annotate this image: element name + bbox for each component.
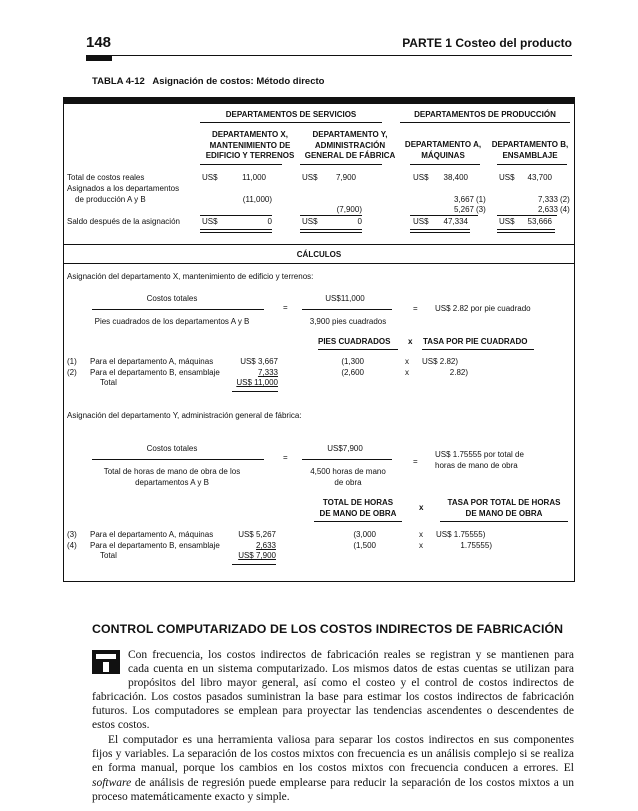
calc-y-num-value: US$7,900 <box>327 444 363 453</box>
calc-x-eq-2: = <box>413 304 418 313</box>
calc-y-item1-amount: US$ 5,267 <box>238 530 276 539</box>
calc-y-item1-no: (3) <box>67 530 77 539</box>
table-caption-label: TABLA 4-12 <box>92 76 145 87</box>
calc-x-item1-units: (1,300 <box>341 357 364 366</box>
computer-icon <box>92 650 120 674</box>
calc-x-frac-rule-right <box>302 309 392 310</box>
calc-x-item2-rate: 2.82) <box>449 368 468 377</box>
calc-x-item2-units: (2,600 <box>341 368 364 377</box>
total-b: 43,700 <box>527 173 552 182</box>
dbl-b-1 <box>497 229 555 230</box>
part-label: PARTE 1 <box>402 36 452 50</box>
dbl-x-1 <box>200 229 272 230</box>
currency-b: US$ <box>499 173 515 182</box>
calc-y-head-x: x <box>419 503 424 512</box>
paragraph-2: El computador es una herramienta valiosa para separar los costos indirectos en sus componentes fijos y variables. La separación de los costos mixtos con frecuencia es un análisis complejo si se realiza en forma manual, porque los cambios en los costos mixtos con frecuencia conducen a errores. El software de análisis de regresión puede emplearse para reducir la separación de los costos mixtos a un proceso matemáticamente exacto y simple. <box>92 734 574 803</box>
column-header-y: DEPARTAMENTO Y, ADMINISTRACIÓN GENERAL DE FÁBRICA <box>304 130 396 160</box>
calc-y-eq-1: = <box>283 453 288 462</box>
assign-a1: 3,667 <box>453 195 474 204</box>
calc-x-num-label: Costos totales <box>146 294 198 303</box>
table-right-border <box>574 97 575 581</box>
calc-top-rule <box>63 244 575 245</box>
calc-y-eq-2: = <box>413 457 418 466</box>
total-y: 7,900 <box>335 173 356 182</box>
calc-y-item2-x: x <box>419 541 423 550</box>
balance-b: 53,666 <box>527 217 552 226</box>
dbl-y-1 <box>300 229 362 230</box>
column-header-b: DEPARTAMENTO B, ENSAMBLAJE <box>491 140 569 160</box>
calc-y-item1-label: Para el departamento A, máquinas <box>90 530 214 539</box>
header-rule <box>86 55 572 56</box>
table-caption-title: Asignación de costos: Método directo <box>152 76 325 87</box>
calc-y-item1-rate: US$ 1.75555) <box>436 530 486 539</box>
calc-y-item2-label: Para el departamento B, ensamblaje <box>90 541 220 550</box>
calc-y-total-label: Total <box>100 551 117 560</box>
calc-x-num-value: US$11,000 <box>325 294 365 303</box>
table-top-bar <box>63 97 575 104</box>
assign-b2: 2,633 <box>537 205 558 214</box>
calc-y-head-rule-2 <box>440 521 568 522</box>
calc-x-item1-rate: US$ 2.82) <box>422 357 459 366</box>
group-production: DEPARTAMENTOS DE PRODUCCIÓN <box>414 110 556 119</box>
software-term: software <box>92 776 132 789</box>
calc-y-intro: Asignación del departamento Y, administración general de fábrica: <box>67 411 302 420</box>
calc-y-head-rule-1 <box>314 521 402 522</box>
dbl-a-1 <box>410 229 470 230</box>
calc-y-frac-rule-left <box>92 459 264 460</box>
running-head <box>402 36 572 50</box>
calc-x-head-x: x <box>408 337 413 346</box>
assign-b1-ref: (2) <box>560 195 570 204</box>
calc-x-item1-label: Para el departamento A, máquinas <box>90 357 214 366</box>
header-marker <box>86 56 112 61</box>
calc-y-item1-units: (3,000 <box>353 530 376 539</box>
row-label-assigned-2: de producción A y B <box>75 195 146 204</box>
total-a: 38,400 <box>443 173 468 182</box>
column-header-x: DEPARTAMENTO X, MANTENIMIENTO DE EDIFICIO Y TERRENOS <box>205 130 295 160</box>
balance-currency-a: US$ <box>413 217 429 226</box>
calc-y-total-dbl <box>232 564 276 565</box>
section-title: CONTROL COMPUTARIZADO DE LOS COSTOS INDIRECTOS DE FABRICACIÓN <box>92 622 564 636</box>
calc-x-item1-amount: US$ 3,667 <box>240 357 278 366</box>
dbl-a-2 <box>410 232 470 233</box>
col-rule-y <box>300 164 382 165</box>
row-label-assigned-1: Asignados a los departamentos <box>67 184 180 193</box>
calc-y-total-amount: US$ 7,900 <box>238 551 276 560</box>
calc-y-item1-x: x <box>419 530 423 539</box>
balance-a: 47,334 <box>443 217 468 226</box>
row-label-total: Total de costos reales <box>67 173 145 182</box>
column-header-a: DEPARTAMENTO A, MÁQUINAS <box>404 140 482 160</box>
row-label-balance: Saldo después de la asignación <box>67 217 180 226</box>
calc-x-item2-label: Para el departamento B, ensamblaje <box>90 368 220 377</box>
paragraph-1-indented: Con frecuencia, los costos indirectos de fabricación reales se registran y se mantienen para cada cuenta en un sistema computarizado. Los mismos datos de estas cuentas se utilizan para propósitos del libro mayor general, así como el costeo y el control de costos indirectos de <box>128 649 574 690</box>
calc-x-total-dbl <box>232 391 278 392</box>
calc-y-num-label: Costos totales <box>146 444 198 453</box>
calc-y-den-value: 4,500 horas de mano de obra <box>310 467 386 487</box>
calc-x-head-rule-2 <box>422 349 534 350</box>
currency-y: US$ <box>302 173 318 182</box>
calc-y-item2-amount: 2,633 <box>255 541 276 550</box>
group-rule-services <box>200 122 382 123</box>
balance-x: 0 <box>267 217 272 226</box>
calc-y-head-rate: TASA POR TOTAL DE HORAS DE MANO DE OBRA <box>447 498 561 518</box>
assign-y: (7,900) <box>336 205 362 214</box>
balance-currency-y: US$ <box>302 217 318 226</box>
calc-y-item2-rate: 1.75555) <box>460 541 492 550</box>
col-rule-x <box>200 164 282 165</box>
sum-rule-y <box>300 215 362 216</box>
calc-x-frac-rule-left <box>92 309 264 310</box>
calc-x-item2-x: x <box>405 368 409 377</box>
page-number: 148 <box>86 34 112 51</box>
paragraph-1-rest: fabricación. Los costos pasados suministran la base para estimar los costos indirectos de fabricación futuros. Los computadores se emplean para proyectar las tendencias ascendentes o descendentes de estos costos. <box>92 691 574 732</box>
calc-x-item2-no: (2) <box>67 368 77 377</box>
col-rule-a <box>410 164 480 165</box>
calc-y-head-units: TOTAL DE HORAS DE MANO DE OBRA <box>319 498 397 518</box>
calc-x-eq-1: = <box>283 303 288 312</box>
calc-y-den-label: Total de horas de mano de obra de los departamentos A y B <box>103 467 241 487</box>
calc-y-result: US$ 1.75555 por total de horas de mano de obra <box>435 450 524 470</box>
calc-x-item1-no: (1) <box>67 357 77 366</box>
dbl-b-2 <box>497 232 555 233</box>
calc-x-head-units: PIES CUADRADOS <box>318 337 391 346</box>
group-rule-production <box>400 122 570 123</box>
balance-currency-b: US$ <box>499 217 515 226</box>
table-left-border <box>63 97 64 581</box>
assign-x: (11,000) <box>242 195 272 204</box>
sum-rule-b <box>497 215 557 216</box>
part-title: Costeo del producto <box>455 36 572 50</box>
table-bottom-border <box>63 581 575 582</box>
assign-b1: 7,333 <box>537 195 558 204</box>
table-caption <box>92 76 324 87</box>
dbl-y-2 <box>300 232 362 233</box>
group-services: DEPARTAMENTOS DE SERVICIOS <box>225 110 357 119</box>
sum-rule-x <box>200 215 272 216</box>
calc-x-item2-amount: 7,333 <box>257 368 278 377</box>
currency-x: US$ <box>202 173 218 182</box>
calc-y-frac-rule-right <box>302 459 392 460</box>
calc-title-rule <box>63 263 575 264</box>
assign-a2: 5,267 <box>453 205 474 214</box>
calc-x-total-label: Total <box>100 378 117 387</box>
dbl-x-2 <box>200 232 272 233</box>
balance-currency-x: US$ <box>202 217 218 226</box>
assign-a2-ref: (3) <box>476 205 486 214</box>
balance-y: 0 <box>357 217 362 226</box>
calc-x-head-rule-1 <box>318 349 398 350</box>
col-rule-b <box>497 164 567 165</box>
currency-a: US$ <box>413 173 429 182</box>
calc-x-total-amount: US$ 11,000 <box>236 378 278 387</box>
calc-x-result: US$ 2.82 por pie cuadrado <box>435 304 531 313</box>
calc-x-intro: Asignación del departamento X, mantenimiento de edificio y terrenos: <box>67 272 314 281</box>
calc-x-den-label: Pies cuadrados de los departamentos A y B <box>94 317 250 326</box>
assign-b2-ref: (4) <box>560 205 570 214</box>
calc-x-head-rate: TASA POR PIE CUADRADO <box>423 337 528 346</box>
calc-y-item2-units: (1,500 <box>353 541 376 550</box>
calc-x-den-value: 3,900 pies cuadrados <box>309 317 387 326</box>
sum-rule-a <box>410 215 478 216</box>
calc-title: CÁLCULOS <box>296 250 342 259</box>
assign-a1-ref: (1) <box>476 195 486 204</box>
calc-x-item1-x: x <box>405 357 409 366</box>
calc-y-item2-no: (4) <box>67 541 77 550</box>
total-x: 11,000 <box>242 173 266 182</box>
